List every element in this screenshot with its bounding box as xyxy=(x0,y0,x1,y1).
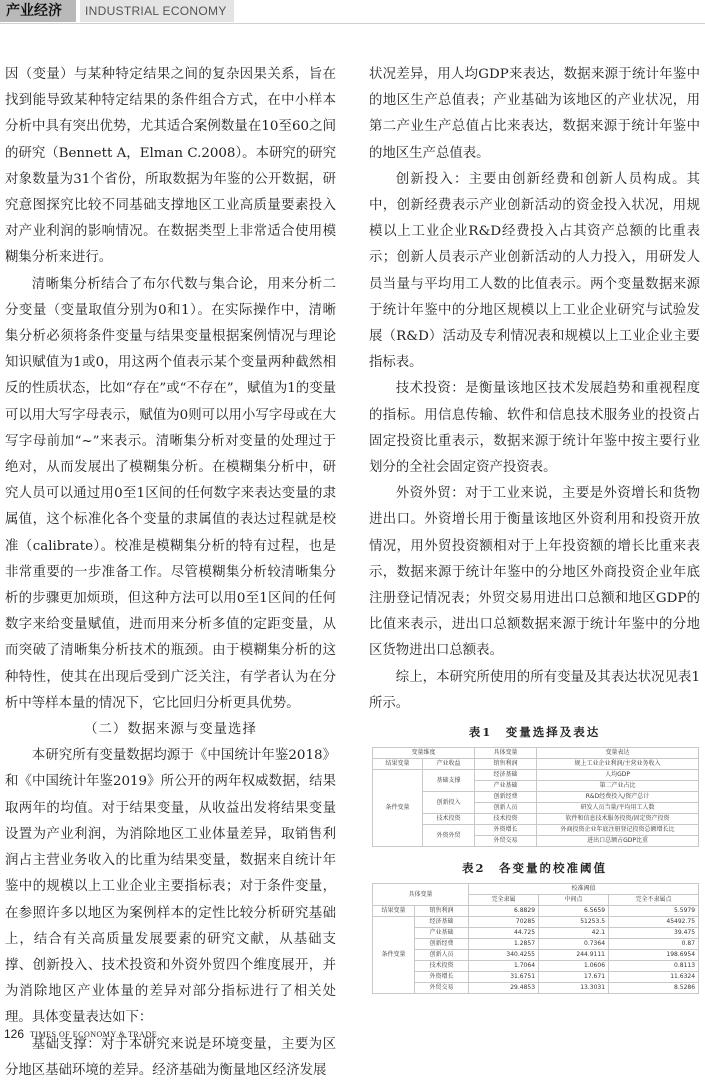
table2-cell: 17.671 xyxy=(539,972,609,983)
table2 xyxy=(372,883,699,994)
table2-cell: 6.5659 xyxy=(539,906,609,917)
table2-header: 具体变量 xyxy=(373,884,469,906)
table1-cell: 销售利润 xyxy=(475,759,537,770)
section-title-en: INDUSTRIAL ECONOMY xyxy=(80,0,234,22)
page-footer xyxy=(0,1026,705,1043)
table2-cell: 创新经费 xyxy=(415,939,469,950)
table2-cell: 42.1 xyxy=(539,928,609,939)
table2-cell: 198.6954 xyxy=(609,950,699,961)
table2-cell: 创新人员 xyxy=(415,950,469,961)
table1-cell: 外商投资企业年底注册登记投资总额增长比 xyxy=(537,825,699,836)
table1-cell: 外资增长 xyxy=(475,825,537,836)
table1-cell: 创新投入 xyxy=(423,792,475,814)
table1-cell: 技术投资 xyxy=(423,814,475,825)
table2-cell: 销售利润 xyxy=(415,906,469,917)
table2-caption: 表2 各变量的校准阈值 xyxy=(461,861,607,876)
table2-cell: 244.9111 xyxy=(539,950,609,961)
table2-cell: 31.6751 xyxy=(469,972,539,983)
table1-cell: 软件和信息技术服务投资/固定资产投资 xyxy=(537,814,699,825)
paragraph: 技术投资：是衡量该地区技术发展趋势和重视程度的指标。用信息传输、软件和信息技术服务业的投资占固定投资比重表示，数据来源于统计年鉴中按主要行业划分的全社会固定资产投资表。 xyxy=(369,381,700,476)
table2-cell: 条件变量 xyxy=(373,917,415,994)
table2-subheader: 中间点 xyxy=(539,895,609,906)
table1-caption: 表1 变量选择及表达 xyxy=(468,725,601,740)
section-heading: （二）数据来源与变量选择 xyxy=(84,722,257,738)
paragraph: 状况差异，用人均GDP来表达，数据来源于统计年鉴中的地区生产总值表；产业基础为该地区的产业状况，用第二产业生产总值占比来表达，数据来源于统计年鉴中的地区生产总值表。 xyxy=(369,67,700,161)
table1-cell: R&D经费投入/资产总计 xyxy=(537,792,699,803)
table2-cell: 340.4255 xyxy=(469,950,539,961)
table1-cell: 基础支撑 xyxy=(423,770,475,792)
paragraph: 创新投入：主要由创新经费和创新人员构成。其中，创新经费表示产业创新活动的资金投入状况，用规模以上工业企业R&D经费投入占其资产总额的比重表示；创新人员表示产业创新活动的人力投入，用研发人员当量与平均用工人数的比值表示。两个变量数据来源于统计年鉴中的分地区规模以上工业企业研究与试验发展（R&D）活动及专利情况表和规模以上工业企业主要指标表。 xyxy=(369,171,700,371)
table2-cell: 外贸交易 xyxy=(415,983,469,994)
table2-subheader: 完全隶属 xyxy=(469,895,539,906)
table2-cell: 13.3031 xyxy=(539,983,609,994)
table1-header: 具体变量 xyxy=(475,748,537,759)
right-column xyxy=(369,62,700,994)
table1-cell: 技术投资 xyxy=(475,814,537,825)
paragraph: 因（变量）与某种特定结果之间的复杂因果关系，旨在找到能导致某种特定结果的条件组合方式，在中小样本分析中具有突出优势，尤其适合案例数量在10至60之间的研究（Bennett A，Elman C.2008）。本研究的研究对象数量为31个省份，所取数据为年鉴的公开数据，研究意图探究比较不同基础支撑地区工业高质量要素投入对产业利润的影响情况。在数据类型上非常适合使用模糊集分析来进行。 xyxy=(5,67,336,266)
paragraph: 清晰集分析结合了布尔代数与集合论，用来分析二分变量（变量取值分别为0和1）。在实际操作中，清晰集分析必须将条件变量与结果变量根据案例情况与理论知识赋值为1或0，用这两个值表示某个变量两种截然相反的性质状态，比如“存在”或“不存在”，赋值为1的变量可以用大写字母表示，赋值为0则可以用小写字母或在大写字母前加“~”来表示。清晰集分析对变量的处理过于绝对，从而发展出了模糊集分析。在模糊集分析中，研究人员可以通过用0至1区间的任何数字来表达变量的隶属值，这个标准化各个变量的隶属值的表达过程就是校准（calibrate）。校准是模糊集分析的特有过程，也是非常重要的一步准备工作。尽管模糊集分析较清晰集分析的步骤更加烦琐，但这种方法可以用0至1区间的任何数字来给变量赋值，进而用来分析多值的定距变量，从而突破了清晰集分析技术的瓶颈。由于模糊集分析的这种特性，使其在出现后受到广泛关注，有学者认为在分析中等样本量的情况下，它比回归分析更具优势。 xyxy=(5,276,336,711)
paragraph: 基础支撑：对于本研究来说是环境变量，主要为区分地区基础环境的差异。经济基础为衡量地区经济发展 xyxy=(5,1036,336,1078)
table2-cell: 0.87 xyxy=(609,939,699,950)
table2-subheader: 完全不隶属点 xyxy=(609,895,699,906)
table2-cell: 技术投资 xyxy=(415,961,469,972)
table1-cell: 人均GDP xyxy=(537,770,699,781)
paragraph: 综上，本研究所使用的所有变量及其表达状况见表1所示。 xyxy=(369,669,700,711)
table1-cell: 产业收益 xyxy=(423,759,475,770)
table1-cell: 外贸交易 xyxy=(475,836,537,847)
table1-cell: 创新经费 xyxy=(475,792,537,803)
table1-cell: 结果变量 xyxy=(373,759,423,770)
table2-cell: 外资增长 xyxy=(415,972,469,983)
table1-cell: 规上工业企业利润/主营业务收入 xyxy=(537,759,699,770)
table2-cell: 0.7364 xyxy=(539,939,609,950)
table2-cell: 11.6324 xyxy=(609,972,699,983)
table1-cell: 研发人员当量/平均用工人数 xyxy=(537,803,699,814)
table1-cell: 经济基础 xyxy=(475,770,537,781)
table2-cell: 1.2857 xyxy=(469,939,539,950)
table2-cell: 51253.5 xyxy=(539,917,609,928)
page-number: 126 xyxy=(4,1027,25,1041)
table2-cell: 经济基础 xyxy=(415,917,469,928)
table1-cell: 产业基础 xyxy=(475,781,537,792)
section-title-cn: 产业经济 xyxy=(0,0,76,22)
table2-cell: 44.725 xyxy=(469,928,539,939)
table2-cell: 45492.75 xyxy=(609,917,699,928)
table2-cell: 70285 xyxy=(469,917,539,928)
page-header xyxy=(0,0,705,24)
table1-cell: 创新人员 xyxy=(475,803,537,814)
table2-cell: 0.8113 xyxy=(609,961,699,972)
table1-cell: 条件变量 xyxy=(373,770,423,847)
table1-header: 变量表达 xyxy=(537,748,699,759)
table2-cell: 6.8829 xyxy=(469,906,539,917)
table1-cell: 第二产业占比 xyxy=(537,781,699,792)
table2-cell: 29.4853 xyxy=(469,983,539,994)
table2-cell: 5.5979 xyxy=(609,906,699,917)
table2-cell: 结果变量 xyxy=(373,906,415,917)
paragraph: 本研究所有变量数据均源于《中国统计年鉴2018》和《中国统计年鉴2019》所公开的两年权威数据，结果取两年的均值。对于结果变量，从收益出发将结果变量设置为产业利润，为消除地区工业体量差异，取销售利润占主营业务收入的比重为结果变量，数据来自统计年鉴中的规模以上工业企业主要指标表；对于条件变量，在参照许多以地区为案例样本的定性比较分析研究基础上，结合有关高质量发展要素的研究文献，从基础支撑、创新投入、技术投资和外资外贸四个维度展开，并为消除地区产业体量的差异对部分指标进行了相关处理。具体变量表达如下： xyxy=(5,748,336,1026)
table1-header: 变量维度 xyxy=(373,748,475,759)
journal-name: TIMES OF ECONOMY & TRADE xyxy=(30,1030,158,1039)
table1 xyxy=(372,747,699,847)
table1-cell: 进出口总额占GDP比重 xyxy=(537,836,699,847)
paragraph: 外资外贸：对于工业来说，主要是外资增长和货物进出口。外资增长用于衡量该地区外资利用和投资开放情况，用外贸投资额相对于上年投资额的增长比重来表示，数据来源于统计年鉴中的分地区外商投资企业年底注册登记情况表；外贸交易用进出口总额和地区GDP的比值来表示，进出口总额数据来源于统计年鉴中的分地区货物进出口总额表。 xyxy=(369,486,700,659)
table2-cell: 1.7064 xyxy=(469,961,539,972)
table1-cell: 外资外贸 xyxy=(423,825,475,847)
table2-header: 校准阈值 xyxy=(469,884,699,895)
header-divider xyxy=(0,23,705,24)
table2-cell: 产业基础 xyxy=(415,928,469,939)
table2-cell: 39.475 xyxy=(609,928,699,939)
table2-cell: 8.5286 xyxy=(609,983,699,994)
table2-cell: 1.0606 xyxy=(539,961,609,972)
left-column xyxy=(5,62,336,1084)
